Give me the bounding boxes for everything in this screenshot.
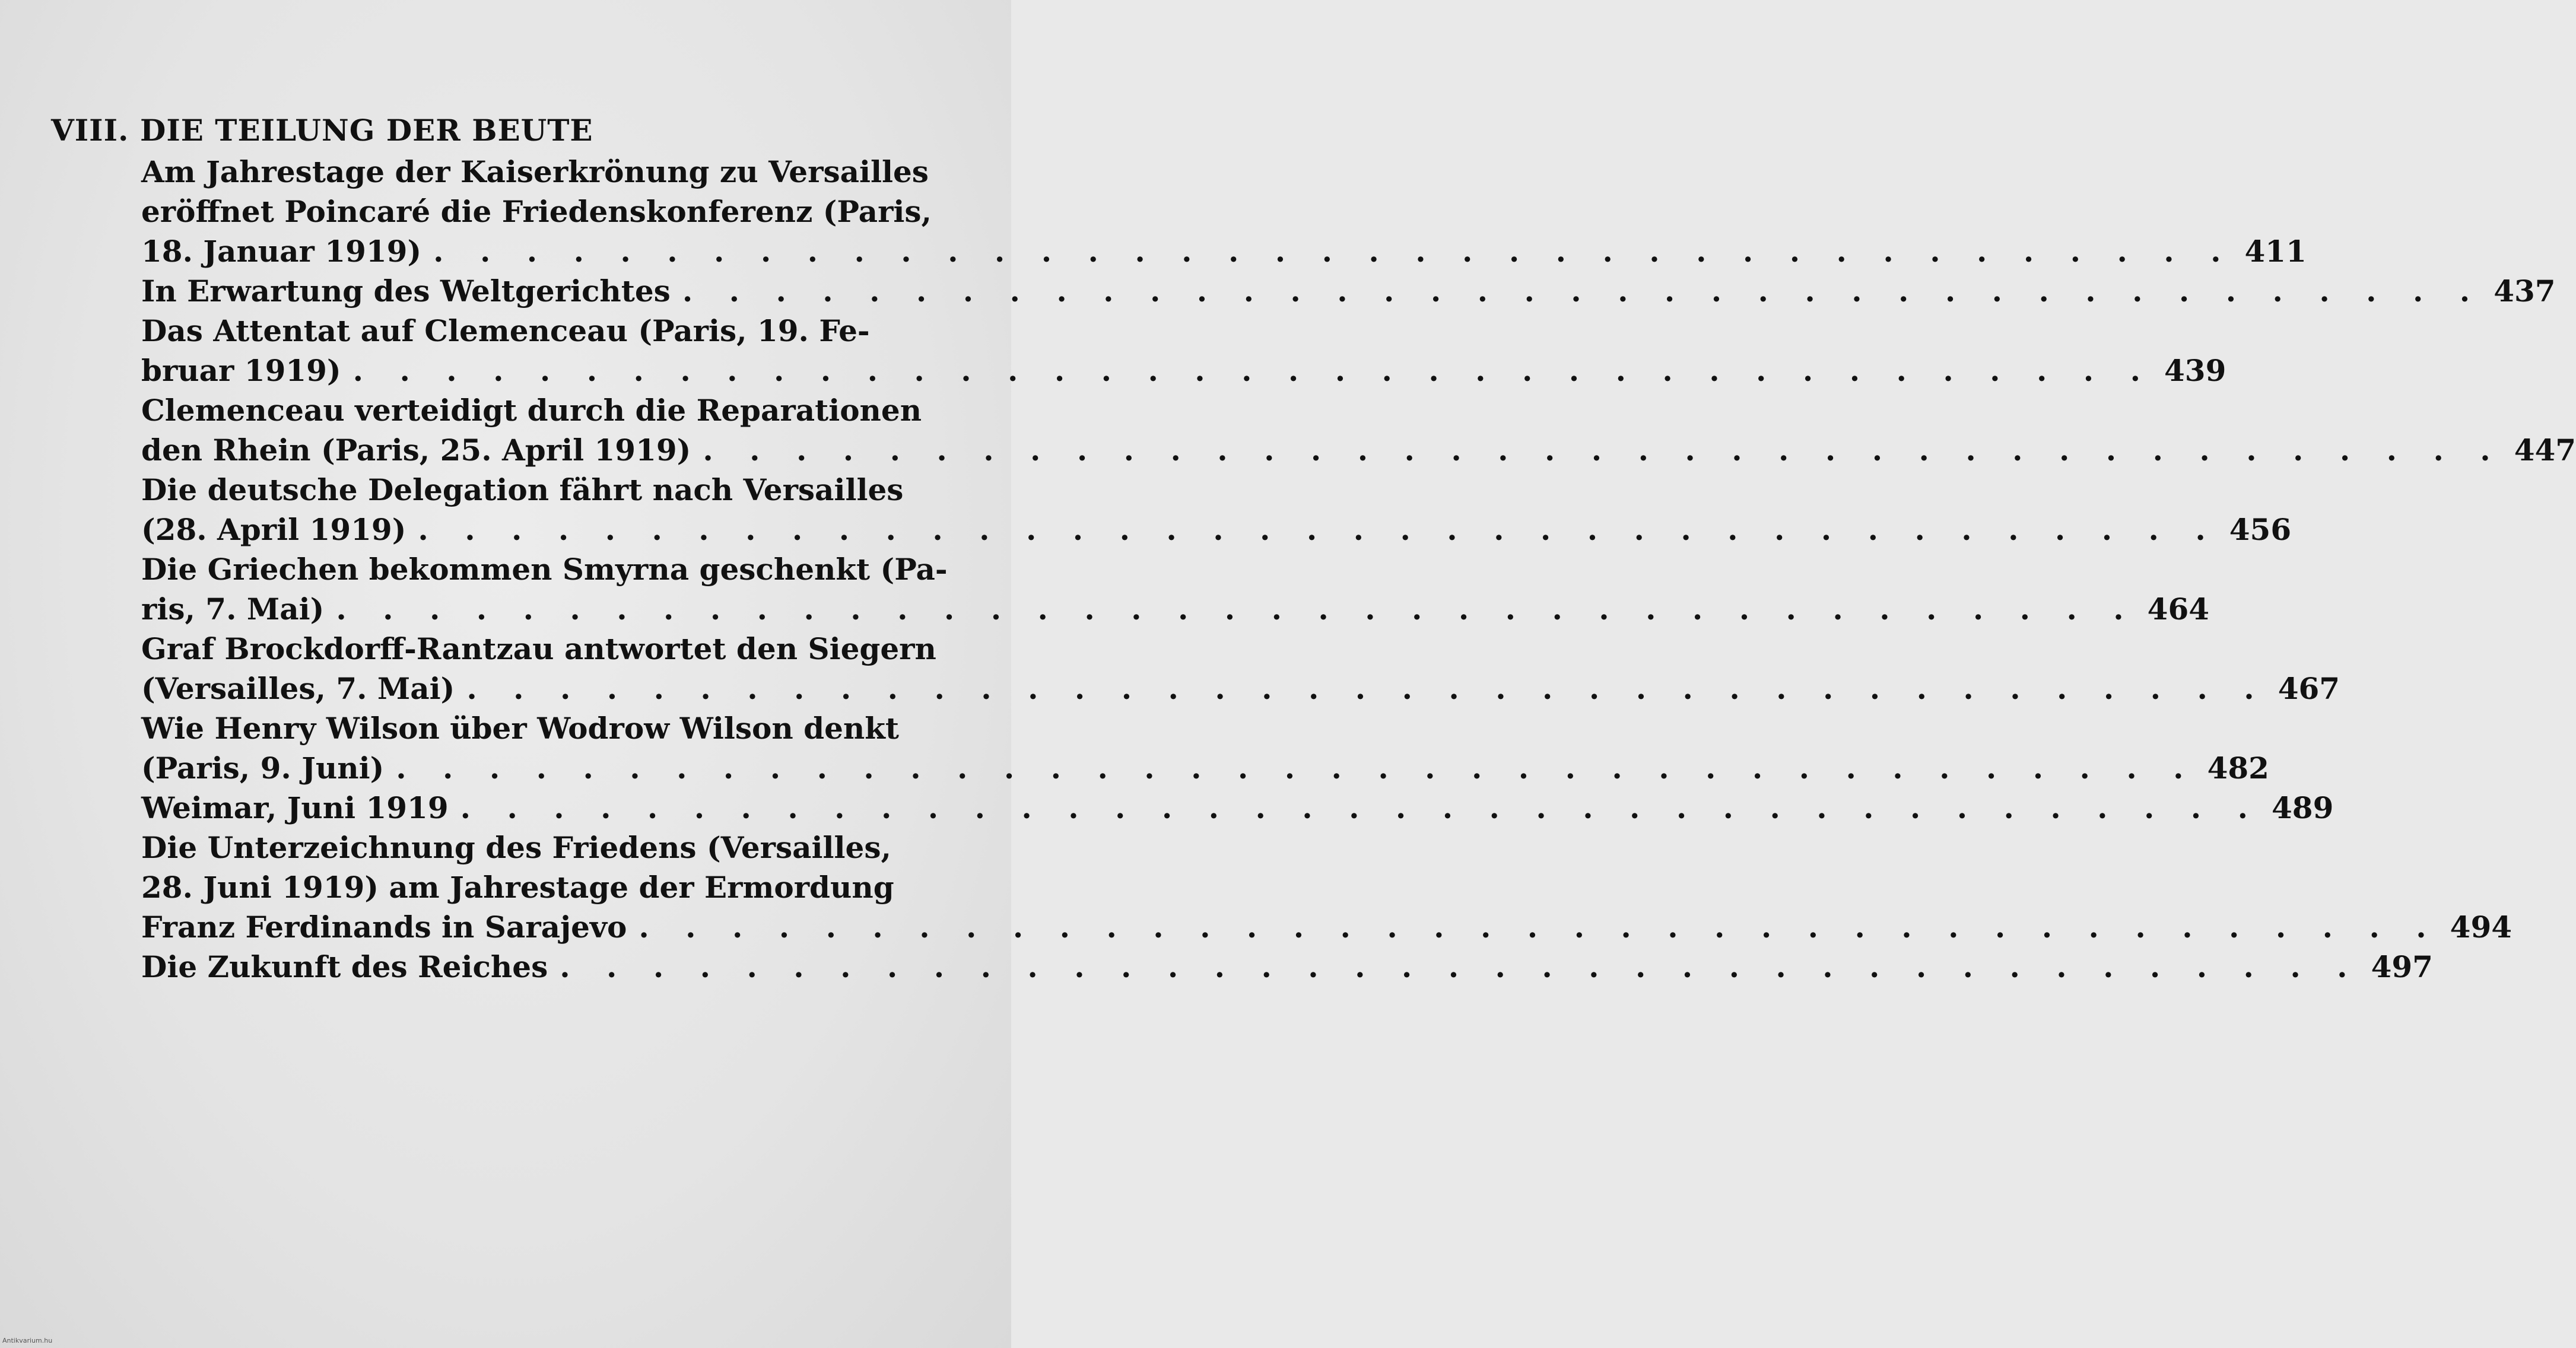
toc-entry — [141, 152, 2307, 271]
toc-entry-line — [141, 549, 948, 589]
dot-leader: . . . . . . . . . . . . . . . . . . . . . . . . . . . . . . . . . . . . . . . — [433, 234, 2234, 269]
toc-entry-last-line — [141, 669, 2340, 708]
watermark: Antikvarium.hu — [2, 1337, 53, 1344]
toc-entry-text: Die deutsche Delegation fährt nach Versailles — [141, 472, 904, 507]
toc-entry-last-line — [141, 589, 2210, 629]
toc-entry — [141, 788, 2334, 828]
dot-leader: . . . . . . . . . . . . . . . . . . . . . . . . . . . . . . . . . . . . . . . — [336, 592, 2137, 627]
toc-entry-text: den Rhein (Paris, 25. April 1919) — [141, 433, 691, 468]
toc-entry — [141, 947, 2433, 987]
toc-entry-text: Am Jahrestage der Kaiserkrönung zu Versailles — [141, 154, 929, 189]
chapter-title: DIE TEILUNG DER BEUTE — [140, 113, 593, 148]
dot-leader: . . . . . . . . . . . . . . . . . . . . . . . . . . . . . . . . . . . . . . . — [352, 353, 2153, 388]
toc-entry-line — [141, 390, 922, 430]
toc-page-number: 464 — [2147, 592, 2210, 627]
toc-entry — [141, 708, 2269, 788]
toc-entry-text: In Erwartung des Weltgerichtes — [141, 274, 671, 309]
dot-leader: . . . . . . . . . . . . . . . . . . . . . . . . . . . . . . . . . . . . . . . — [418, 512, 2219, 547]
toc-page-number: 489 — [2272, 790, 2334, 825]
toc-entry-text: Die Zukunft des Reiches — [141, 949, 548, 984]
toc-entry-text: Die Griechen bekommen Smyrna geschenkt (Pa- — [141, 552, 948, 587]
toc-entry — [141, 470, 2292, 549]
dot-leader: . . . . . . . . . . . . . . . . . . . . . . . . . . . . . . . . . . . . . . . — [460, 790, 2261, 825]
toc-page-number: 447 — [2514, 433, 2576, 468]
toc-entry-last-line — [141, 231, 2307, 271]
toc-page-number: 456 — [2229, 512, 2292, 547]
toc-page-number: 411 — [2244, 234, 2307, 269]
dot-leader: . . . . . . . . . . . . . . . . . . . . . . . . . . . . . . . . . . . . . . . — [639, 910, 2440, 945]
toc-entry-text: bruar 1919) — [141, 353, 341, 388]
toc-entry-text: Wie Henry Wilson über Wodrow Wilson denkt — [141, 711, 900, 746]
toc-entry — [141, 271, 2556, 311]
dot-leader: . . . . . . . . . . . . . . . . . . . . . . . . . . . . . . . . . . . . . . . — [396, 751, 2197, 786]
toc-entry-line — [141, 708, 900, 748]
toc-page-number: 494 — [2450, 910, 2513, 945]
toc-entry-text: Die Unterzeichnung des Friedens (Versailles, — [141, 830, 891, 865]
toc-entry-text: (Paris, 9. Juni) — [141, 751, 385, 786]
toc-entry-line — [141, 867, 895, 907]
dot-leader: . . . . . . . . . . . . . . . . . . . . . . . . . . . . . . . . . . . . . . . — [703, 433, 2504, 468]
toc-entry-text: 18. Januar 1919) — [141, 234, 422, 269]
toc-entry-line — [141, 192, 932, 231]
chapter-heading — [51, 113, 593, 148]
toc-entry-line — [141, 311, 895, 351]
toc-page-number: 497 — [2371, 949, 2433, 984]
toc-entry-last-line — [141, 430, 2576, 470]
toc-entry — [141, 629, 2340, 708]
toc-entry-last-line — [141, 271, 2556, 311]
toc-entry-text: (28. April 1919) — [141, 512, 406, 547]
toc-entry-line — [141, 629, 936, 669]
toc-entry — [141, 311, 2226, 390]
toc-entry-text: Graf Brockdorff-Rantzau antwortet den Siegern — [141, 631, 936, 666]
toc-entry-text: eröffnet Poincaré die Friedenskonferenz (Paris, — [141, 194, 932, 229]
toc-page-number: 482 — [2207, 751, 2269, 786]
chapter-number: VIII. — [51, 113, 129, 148]
toc-entry — [141, 390, 2576, 470]
toc-entry-last-line — [141, 907, 2513, 947]
toc-entry-text: 28. Juni 1919) am Jahrestage der Ermordung — [141, 870, 894, 905]
toc-entry-text: Weimar, Juni 1919 — [141, 790, 449, 825]
toc-page-number: 437 — [2494, 274, 2556, 309]
toc-page-number: 467 — [2278, 671, 2340, 706]
toc-entry-line — [141, 828, 895, 867]
toc-entry-text: ris, 7. Mai) — [141, 592, 325, 627]
toc-entry-last-line — [141, 748, 2269, 788]
toc-entry-text: Clemenceau verteidigt durch die Reparationen — [141, 393, 922, 428]
toc-entry-last-line — [141, 947, 2433, 987]
toc-page-number: 439 — [2164, 353, 2226, 388]
toc-entry — [141, 828, 2513, 947]
toc-entry-last-line — [141, 351, 2226, 390]
toc-entry-last-line — [141, 788, 2334, 828]
dot-leader: . . . . . . . . . . . . . . . . . . . . . . . . . . . . . . . . . . . . . . . — [682, 274, 2483, 309]
table-of-contents — [141, 152, 2576, 987]
toc-entry — [141, 549, 2210, 629]
dot-leader: . . . . . . . . . . . . . . . . . . . . . . . . . . . . . . . . . . . . . . . — [466, 671, 2267, 706]
toc-entry-last-line — [141, 510, 2292, 549]
toc-entry-text: Franz Ferdinands in Sarajevo — [141, 910, 627, 945]
toc-entry-text: (Versailles, 7. Mai) — [141, 671, 455, 706]
toc-entry-text: Das Attentat auf Clemenceau (Paris, 19. Fe- — [141, 313, 870, 348]
dot-leader: . . . . . . . . . . . . . . . . . . . . . . . . . . . . . . . . . . . . . . . — [560, 949, 2361, 984]
toc-entry-line — [141, 152, 929, 192]
toc-entry-line — [141, 470, 904, 510]
